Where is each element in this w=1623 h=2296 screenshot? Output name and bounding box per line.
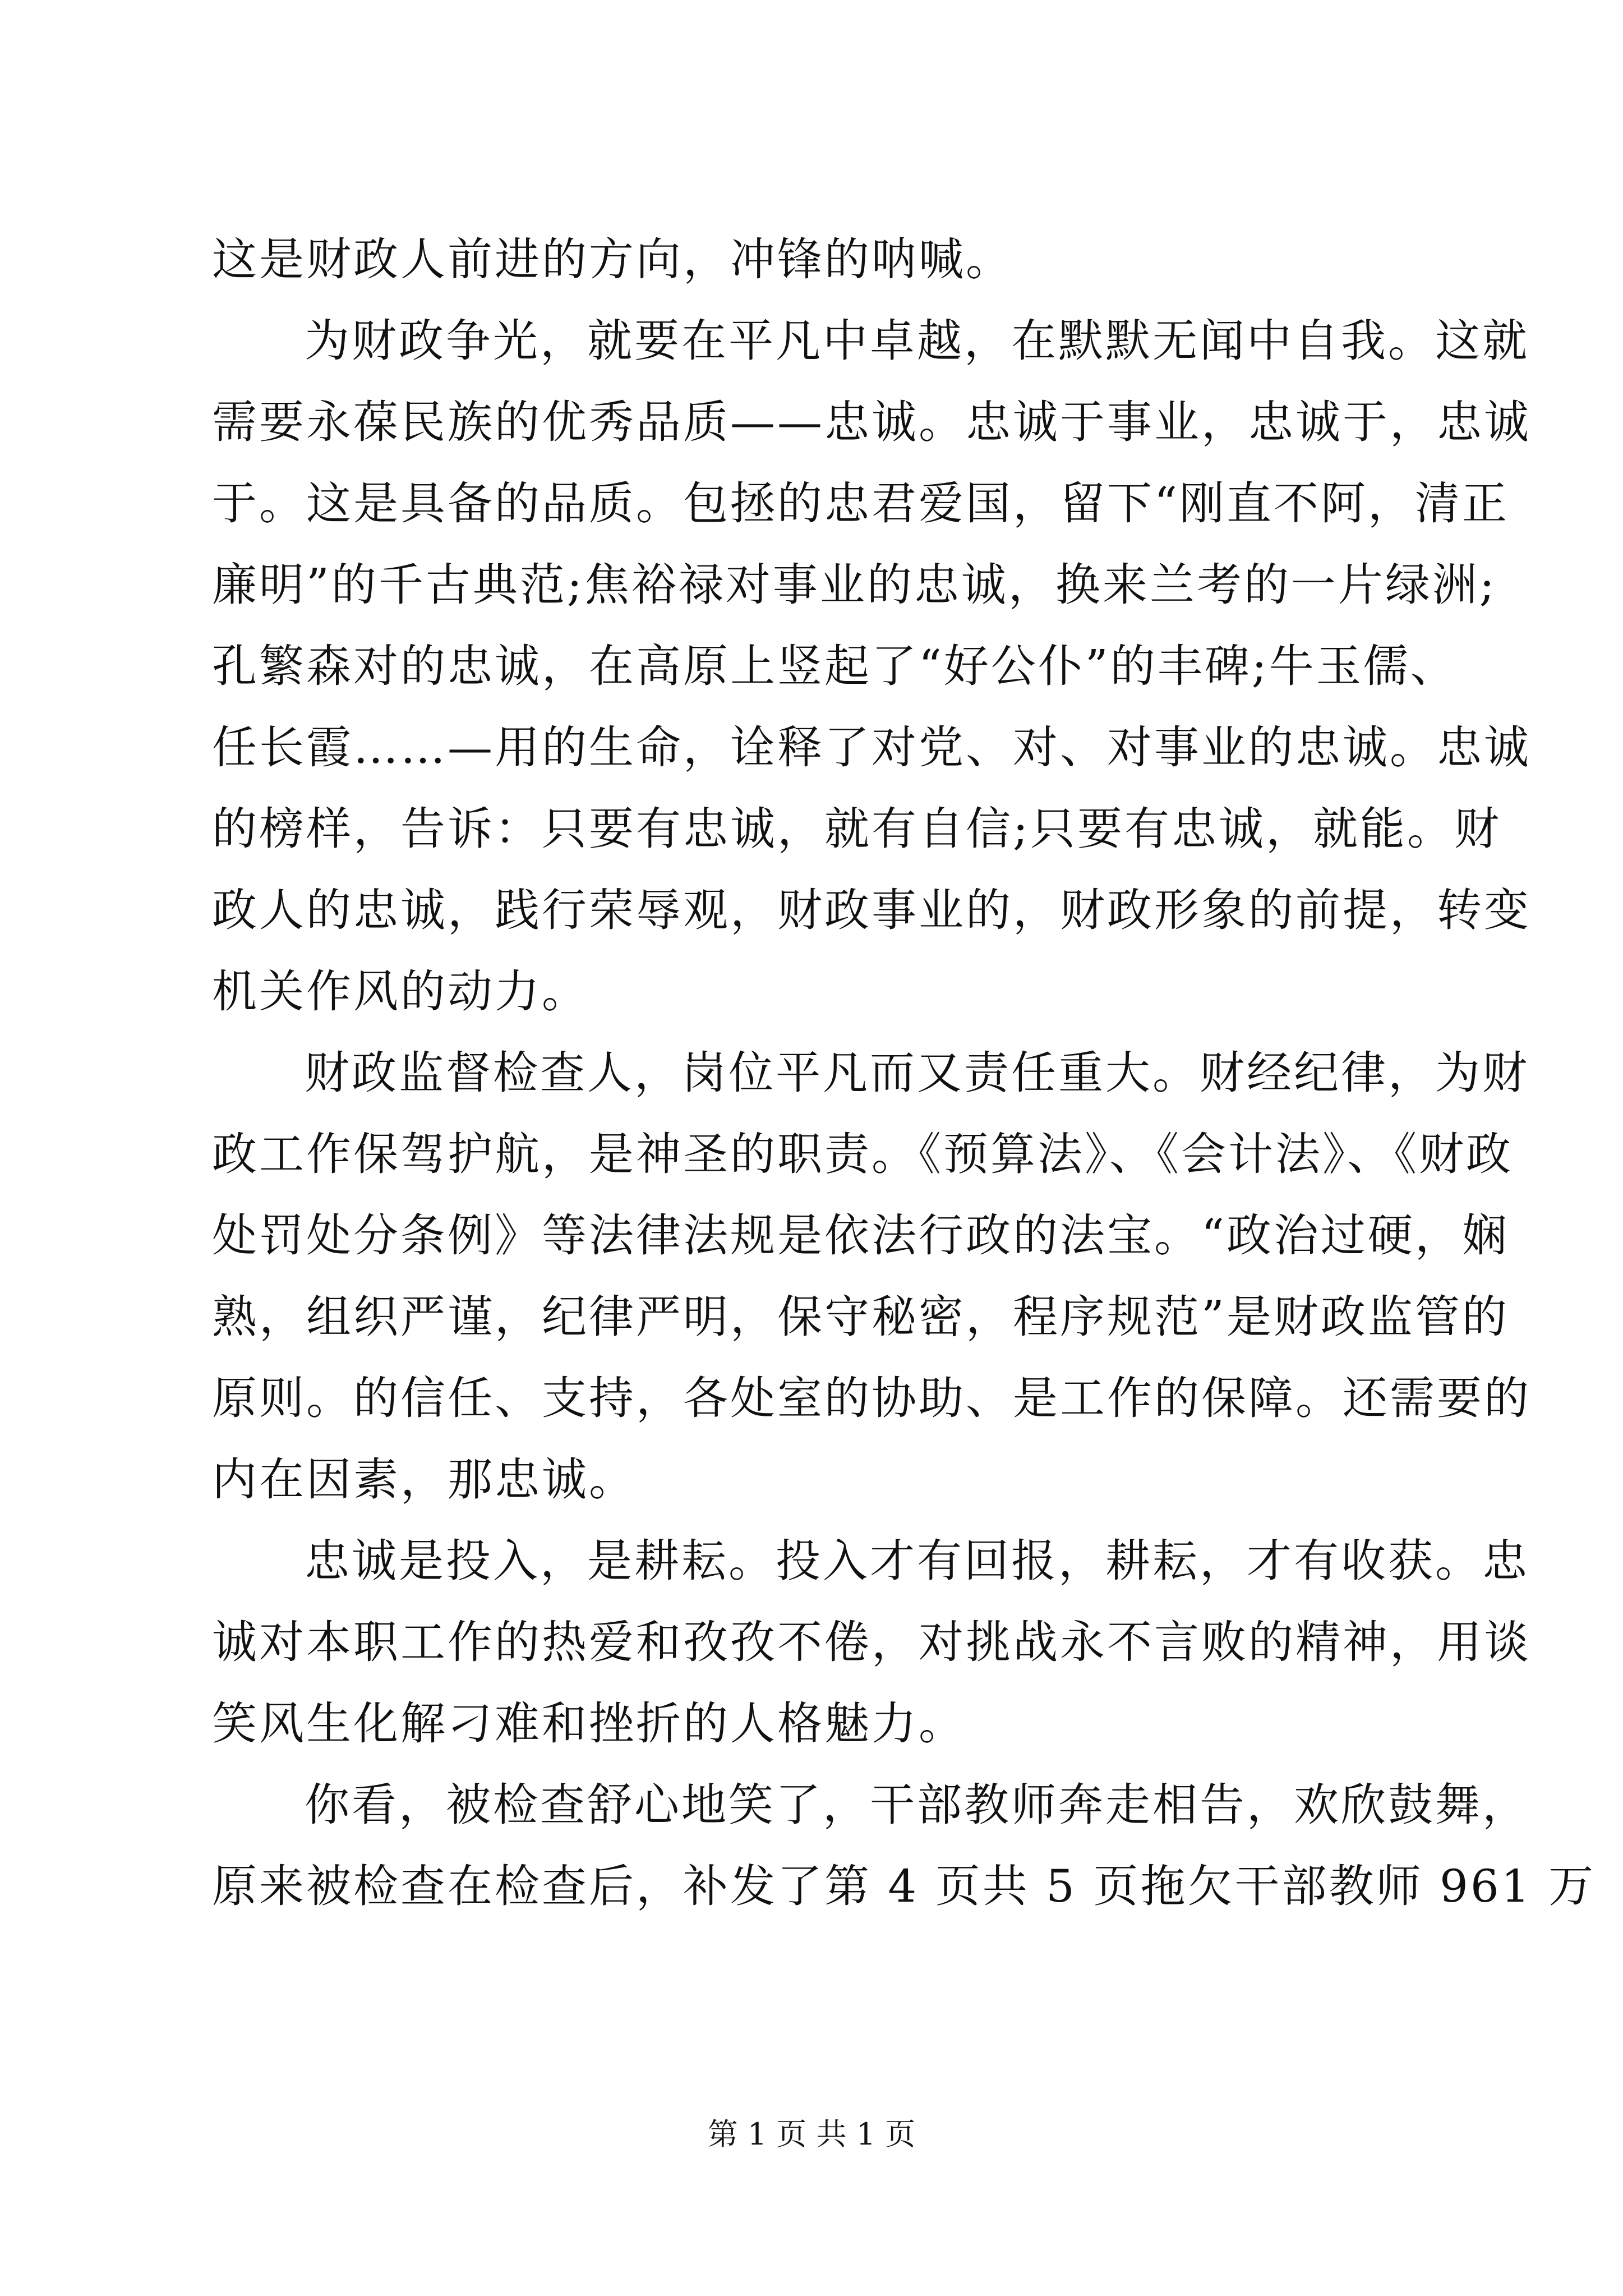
text-line: 政工作保驾护航，是神圣的职责。《预算法》、《会计法》、《财政 <box>212 1128 1513 1180</box>
text-line: 政人的忠诚，践行荣辱观，财政事业的，财政形象的前提，转变 <box>212 884 1531 936</box>
text-line: 任长霞……—用的生命，诠释了对党、对、对事业的忠诚。忠诚 <box>212 721 1531 774</box>
text-line: 孔繁森对的忠诚，在高原上竖起了“好公仆”的丰碑;牛玉儒、 <box>212 640 1458 692</box>
document-body <box>212 219 1596 1927</box>
page-footer <box>0 2115 1623 2154</box>
page-number-label: 第 1 页 共 1 页 <box>707 2116 916 2152</box>
text-line: 需要永葆民族的优秀品质——忠诚。忠诚于事业，忠诚于，忠诚 <box>212 396 1531 448</box>
paragraph-start-line: 为财政争光，就要在平凡中卓越，在默默无闻中自我。这就 <box>305 315 1529 367</box>
text-line: 内在因素，那忠诚。 <box>212 1453 636 1506</box>
text-line: 机关作风的动力。 <box>212 965 589 1018</box>
text-line: 这是财政人前进的方向，冲锋的呐喊。 <box>212 233 1013 286</box>
text-line: 廉明”的千古典范;焦裕禄对事业的忠诚，换来兰考的一片绿洲; <box>212 559 1497 611</box>
text-line: 诚对本职工作的热爱和孜孜不倦，对挑战永不言败的精神，用谈 <box>212 1616 1531 1668</box>
text-line: 于。这是具备的品质。包拯的忠君爱国，留下“刚直不阿，清正 <box>212 477 1509 530</box>
text-line: 原则。的信任、支持，各处室的协助、是工作的保障。还需要的 <box>212 1372 1531 1424</box>
text-line: 原来被检查在检查后，补发了第 4 页共 5 页拖欠干部教师 961 万 <box>212 1860 1596 1912</box>
paragraph-start-line: 你看，被检查舒心地笑了，干部教师奔走相告，欢欣鼓舞， <box>305 1779 1529 1831</box>
paragraph-start-line: 财政监督检查人，岗位平凡而又责任重大。财经纪律，为财 <box>305 1047 1529 1099</box>
text-line: 笑风生化解刁难和挫折的人格魅力。 <box>212 1697 966 1750</box>
text-line: 的榜样，告诉：只要有忠诚，就有自信;只要有忠诚，就能。财 <box>212 803 1501 855</box>
paragraph-start-line: 忠诚是投入，是耕耘。投入才有回报，耕耘，才有收获。忠 <box>305 1535 1529 1587</box>
text-line: 处罚处分条例》等法律法规是依法行政的法宝。“政治过硬，娴 <box>212 1209 1509 1262</box>
text-line: 熟，组织严谨，纪律严明，保守秘密，程序规范”是财政监管的 <box>212 1291 1509 1343</box>
